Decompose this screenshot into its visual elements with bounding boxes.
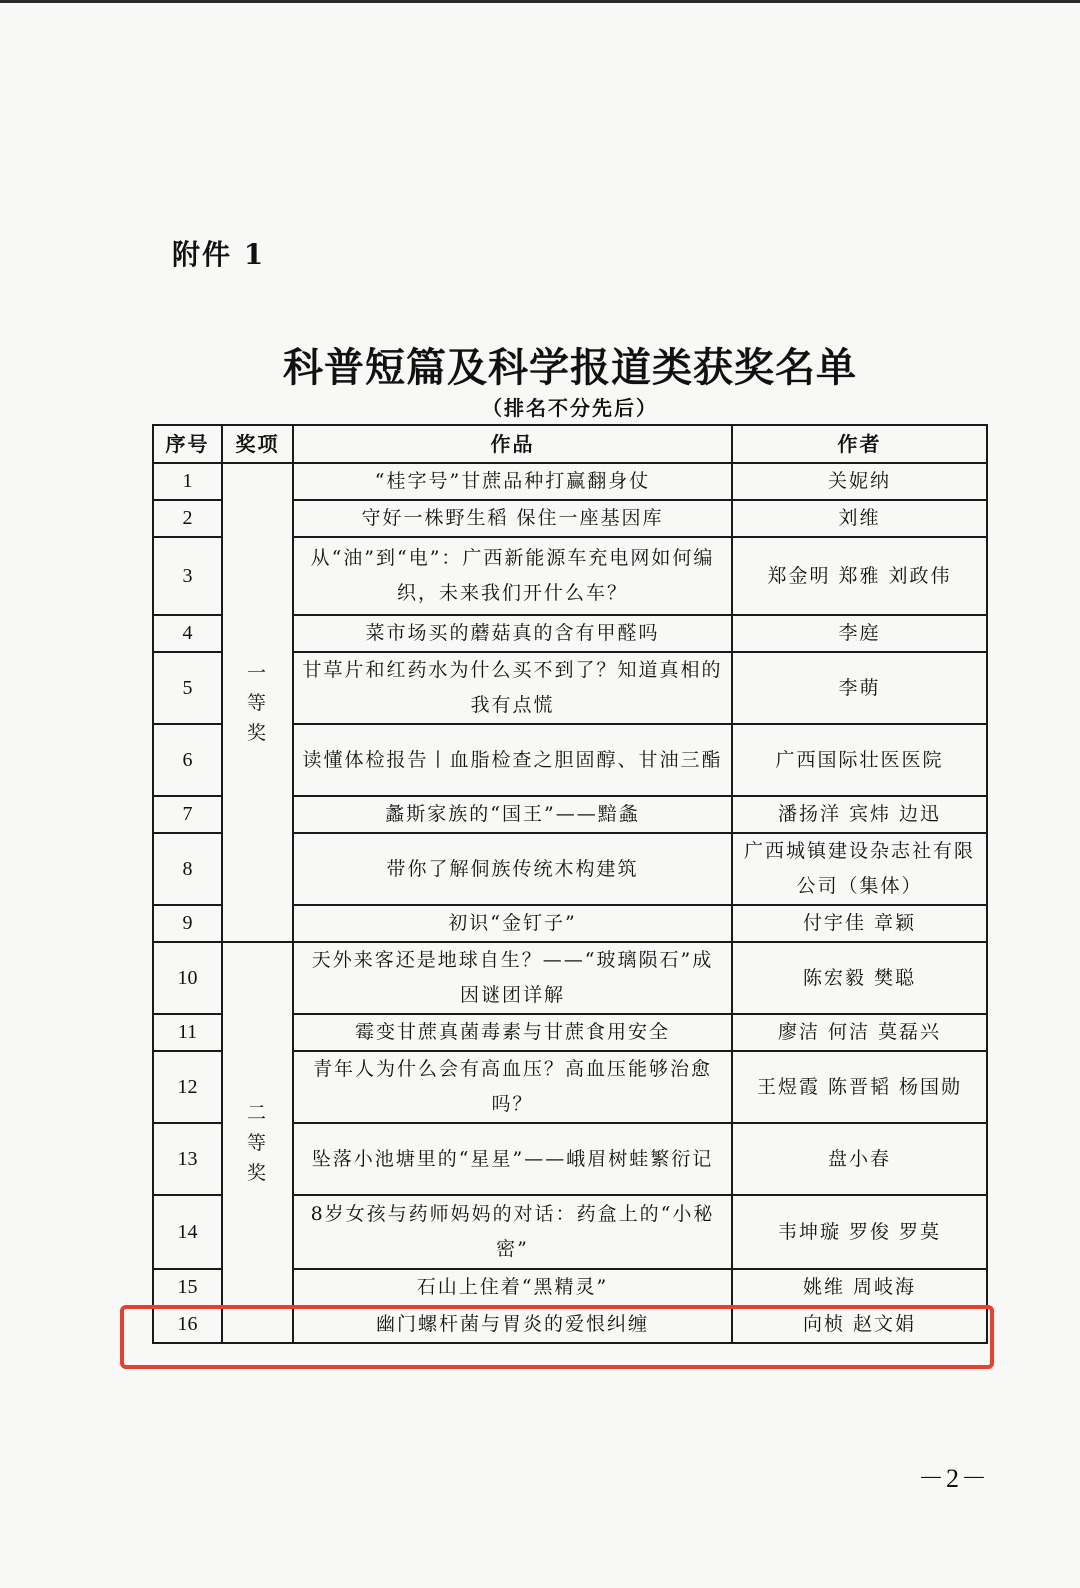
- header-grade: 奖项: [222, 425, 293, 463]
- row-seq: 9: [153, 905, 222, 942]
- row-seq: 1: [153, 463, 222, 500]
- grade-first-label: 一等奖: [246, 661, 268, 744]
- row-work: 守好一株野生稻 保住一座基因库: [293, 500, 732, 537]
- row-seq: 3: [153, 537, 222, 615]
- document-subtitle: （排名不分先后）: [482, 396, 658, 420]
- grade-second-label: 二等奖: [246, 1101, 268, 1184]
- row-seq: 14: [153, 1195, 222, 1269]
- table-row: [153, 942, 987, 1014]
- row-seq: 6: [153, 724, 222, 796]
- grade-second-cell: [222, 942, 293, 1343]
- row-author: 付宇佳 章颖: [732, 905, 987, 942]
- row-author: 潘扬洋 宾炜 边迅: [732, 796, 987, 833]
- row-work: 甘草片和红药水为什么买不到了？知道真相的我有点慌: [293, 652, 732, 724]
- row-work: 菜市场买的蘑菇真的含有甲醛吗: [293, 615, 732, 652]
- row-author: 盘小春: [732, 1123, 987, 1195]
- row-author: 向桢 赵文娟: [732, 1306, 987, 1343]
- row-author: 郑金明 郑雅 刘政伟: [732, 537, 987, 615]
- page-top-edge: [0, 0, 1080, 3]
- page-number: －2－: [918, 1464, 990, 1493]
- row-work: 青年人为什么会有高血压？高血压能够治愈吗？: [293, 1051, 732, 1123]
- row-author: 廖洁 何洁 莫磊兴: [732, 1014, 987, 1051]
- row-seq: 4: [153, 615, 222, 652]
- row-author: 韦坤璇 罗俊 罗莫: [732, 1195, 987, 1269]
- row-work: 带你了解侗族传统木构建筑: [293, 833, 732, 905]
- row-author: 刘维: [732, 500, 987, 537]
- row-work: 天外来客还是地球自生？——“玻璃陨石”成因谜团详解: [293, 942, 732, 1014]
- row-work: 8岁女孩与药师妈妈的对话：药盒上的“小秘密”: [293, 1195, 732, 1269]
- row-work: 读懂体检报告丨血脂检查之胆固醇、甘油三酯: [293, 724, 732, 796]
- header-work: 作品: [293, 425, 732, 463]
- document-title: 科普短篇及科学报道类获奖名单: [283, 344, 857, 391]
- row-seq: 8: [153, 833, 222, 905]
- row-seq: 13: [153, 1123, 222, 1195]
- row-author: 李萌: [732, 652, 987, 724]
- grade-first-cell: [222, 463, 293, 942]
- row-seq: 12: [153, 1051, 222, 1123]
- award-table: [152, 424, 988, 1344]
- header-seq: 序号: [153, 425, 222, 463]
- highlight-box: [120, 1305, 994, 1369]
- row-work: 蠡斯家族的“国王”——黯螽: [293, 796, 732, 833]
- row-seq: 2: [153, 500, 222, 537]
- row-seq: 15: [153, 1269, 222, 1306]
- row-author: 陈宏毅 樊聪: [732, 942, 987, 1014]
- row-seq: 11: [153, 1014, 222, 1051]
- row-author: 广西城镇建设杂志社有限公司（集体）: [732, 833, 987, 905]
- table-row: [153, 463, 987, 500]
- row-author: 李庭: [732, 615, 987, 652]
- row-author: 姚维 周岐海: [732, 1269, 987, 1306]
- attachment-label: 附件 1: [172, 238, 266, 271]
- row-work: 从“油”到“电”：广西新能源车充电网如何编织，未来我们开什么车？: [293, 537, 732, 615]
- row-work: “桂字号”甘蔗品种打赢翻身仗: [293, 463, 732, 500]
- row-author: 王煜霞 陈晋韬 杨国勋: [732, 1051, 987, 1123]
- row-work: 霉变甘蔗真菌毒素与甘蔗食用安全: [293, 1014, 732, 1051]
- row-work: 初识“金钉子”: [293, 905, 732, 942]
- row-author: 关妮纳: [732, 463, 987, 500]
- row-author: 广西国际壮医医院: [732, 724, 987, 796]
- table-header-row: [153, 425, 987, 463]
- row-seq: 10: [153, 942, 222, 1014]
- header-author: 作者: [732, 425, 987, 463]
- row-seq: 5: [153, 652, 222, 724]
- row-work: 幽门螺杆菌与胃炎的爱恨纠缠: [293, 1306, 732, 1343]
- row-work: 坠落小池塘里的“星星”——峨眉树蛙繁衍记: [293, 1123, 732, 1195]
- row-seq: 7: [153, 796, 222, 833]
- row-seq: 16: [153, 1306, 222, 1343]
- row-work: 石山上住着“黑精灵”: [293, 1269, 732, 1306]
